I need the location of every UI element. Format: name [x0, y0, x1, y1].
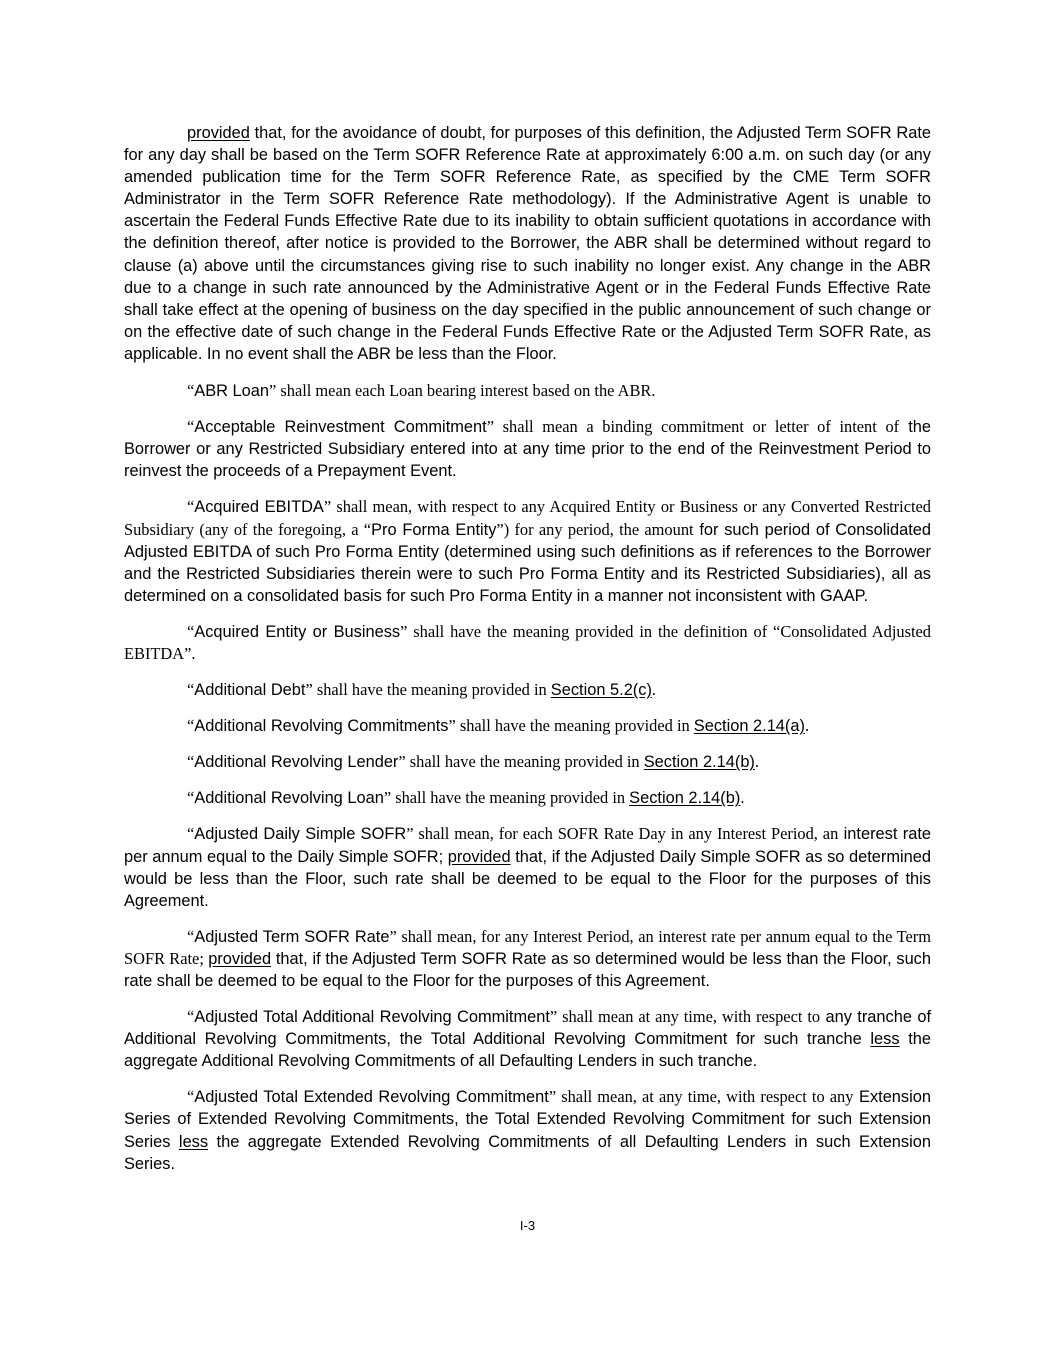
- section-reference: Section 2.14(b): [643, 753, 755, 772]
- section-reference: Section 2.14(b): [629, 789, 741, 808]
- document-page: [124, 122, 931, 1189]
- defined-term: Acquired Entity or Business: [194, 622, 401, 641]
- section-reference: Section 2.14(a): [693, 717, 805, 736]
- provided-underlined: provided: [447, 847, 511, 866]
- defined-term: Acquired EBITDA: [194, 498, 324, 517]
- definition-additional-revolving-lender: “Additional Revolving Lender” shall have the meaning provided in Section 2.14(b).: [187, 752, 760, 772]
- defined-term: Additional Revolving Lender: [194, 753, 399, 772]
- definition-adjusted-daily-simple-sofr: “Adjusted Daily Simple SOFR” shall mean, for each SOFR Rate Day in any Interest Period, an interest rate per annum equal to the Daily Simple SOFR; provided that, if the Adjusted Daily Simple SOFR as so determined would be less than the Floor, such rate shall be deemed to be equal to the Floor for the purposes of this Agreement.: [124, 824, 932, 910]
- definition-acquired-entity-or-business: “Acquired Entity or Business” shall have the meaning provided in the definition of “Consolidated Adjusted EBITDA”.: [124, 621, 931, 663]
- defined-term: Additional Revolving Commitments: [194, 717, 449, 736]
- defined-term: Adjusted Total Extended Revolving Commitment: [194, 1088, 549, 1107]
- abr-continuation-paragraph: provided that, for the avoidance of doubt, for purposes of this definition, the Adjusted Term SOFR Rate for any day shall be based on the Term SOFR Reference Rate at approximately 6:00 a.m. on such day (or any amended publication time for the Term SOFR Reference Rate, as specified by the CME Term SOFR Administrator in the Term SOFR Reference Rate methodology). If the Administrative Agent is unable to ascertain the Federal Funds Effective Rate due to its inability to obtain sufficient quotations in accordance with the definition thereof, after notice is provided to the Borrower, the ABR shall be determined without regard to clause (a) above until the circumstances giving rise to such inability no longer exist. Any change in the ABR due to a change in such rate announced by the Administrative Agent or in the Federal Funds Effective Rate shall take effect at the opening of business on the day specified in the public announcement of such change or on the effective date of such change in the Federal Funds Effective Rate or the Adjusted Term SOFR Rate, as applicable. In no event shall the ABR be less than the Floor.: [124, 124, 931, 363]
- provided-underlined: provided: [187, 124, 250, 142]
- less-underlined: less: [870, 1030, 900, 1049]
- defined-term: Adjusted Daily Simple SOFR: [194, 825, 407, 844]
- definition-adjusted-term-sofr-rate: “Adjusted Term SOFR Rate” shall mean, for any Interest Period, an interest rate per annum equal to the Term SOFR Rate; provided that, if the Adjusted Term SOFR Rate as so determined would be less than the Floor, such rate shall be deemed to be equal to the Floor for the purposes of this Agreement.: [124, 926, 931, 990]
- provided-underlined: provided: [208, 949, 272, 968]
- definition-adjusted-total-additional-revolving-commitment: “Adjusted Total Additional Revolving Commitment” shall mean at any time, with respect to any tranche of Additional Revolving Commitments, the Total Additional Revolving Commitment for such tranche less the aggregate Additional Revolving Commitments of all Defaulting Lenders in such tranche.: [124, 1007, 931, 1071]
- definition-additional-debt: “Additional Debt” shall have the meaning provided in Section 5.2(c).: [187, 680, 657, 700]
- definition-additional-revolving-commitments: “Additional Revolving Commitments” shall have the meaning provided in Section 2.14(a).: [187, 716, 810, 736]
- section-reference: Section 5.2(c): [550, 681, 652, 700]
- defined-term: Additional Debt: [194, 681, 306, 700]
- defined-term: Adjusted Total Additional Revolving Commitment: [194, 1008, 550, 1027]
- defined-term: ABR Loan: [194, 382, 269, 401]
- definition-acquired-ebitda: “Acquired EBITDA” shall mean, with respect to any Acquired Entity or Business or any Converted Restricted Subsidiary (any of the foregoing, a “Pro Forma Entity”) for any period, the amount for such period of Consolidated Adjusted EBITDA of such Pro Forma Entity (determined using such definitions as if references to the Borrower and the Restricted Subsidiaries therein were to such Pro Forma Entity and its Restricted Subsidiaries), all as determined on a consolidated basis for such Pro Forma Entity in a manner not inconsistent with GAAP.: [124, 497, 931, 605]
- definition-abr-loan: “ABR Loan” shall mean each Loan bearing interest based on the ABR.: [187, 381, 656, 401]
- definition-additional-revolving-loan: “Additional Revolving Loan” shall have the meaning provided in Section 2.14(b).: [187, 788, 745, 808]
- definition-adjusted-total-extended-revolving-commitment: “Adjusted Total Extended Revolving Commitment” shall mean, at any time, with respect to any Extension Series of Extended Revolving Commitments, the Total Extended Revolving Commitment for such Extension Series less the aggregate Extended Revolving Commitments of all Defaulting Lenders in such Extension Series.: [124, 1087, 931, 1173]
- defined-term: Acceptable Reinvestment Commitment: [194, 418, 487, 437]
- definition-acceptable-reinvestment-commitment: “Acceptable Reinvestment Commitment” shall mean a binding commitment or letter of intent of the Borrower or any Restricted Subsidiary entered into at any time prior to the end of the Reinvestment Period to reinvest the proceeds of a Prepayment Event.: [124, 417, 932, 481]
- defined-term: Adjusted Term SOFR Rate: [194, 927, 390, 946]
- defined-term-inner: Pro Forma Entity: [371, 520, 497, 539]
- less-underlined: less: [178, 1132, 209, 1151]
- page-number: I-3: [519, 1218, 536, 1233]
- defined-term: Additional Revolving Loan: [194, 789, 384, 808]
